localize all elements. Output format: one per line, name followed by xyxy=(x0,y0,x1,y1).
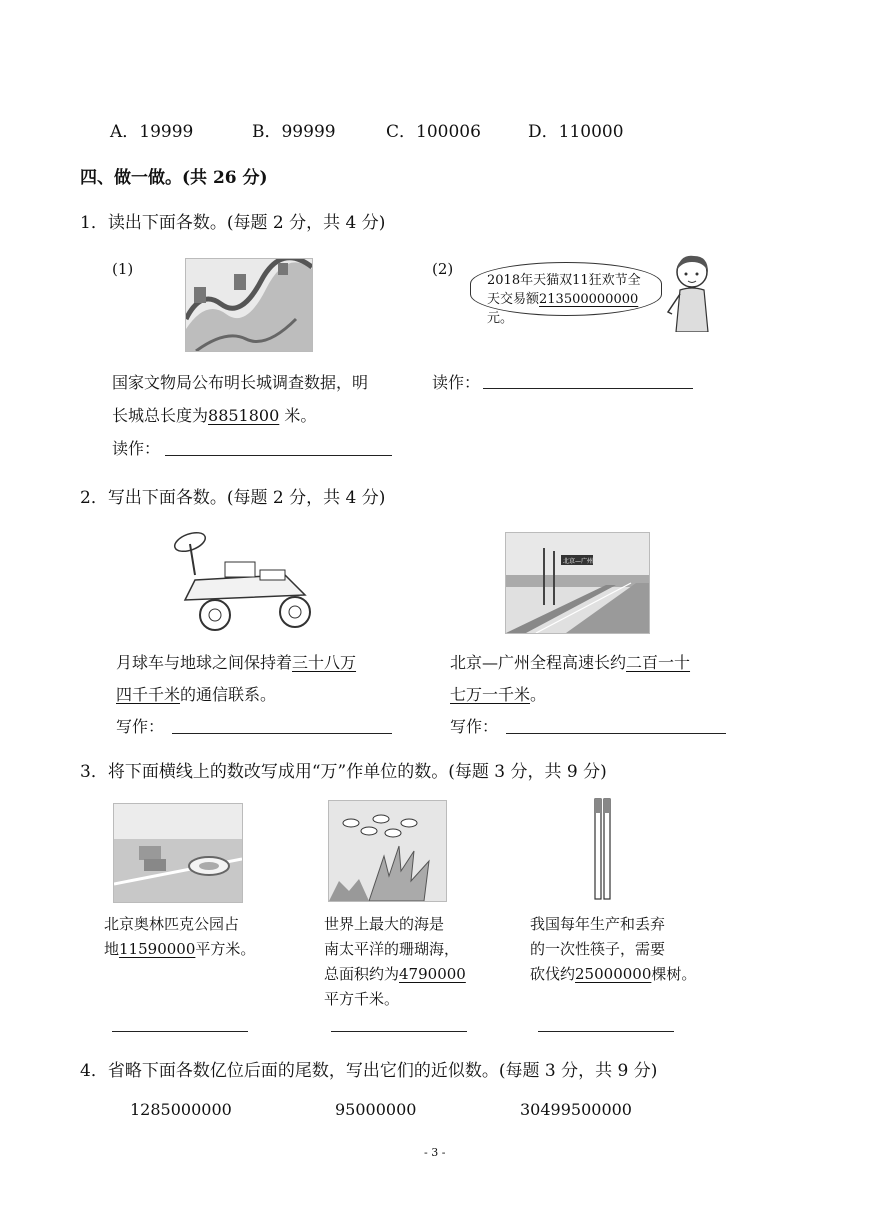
bubble-line-2 xyxy=(487,290,645,328)
q3-part3-line3 xyxy=(530,963,696,984)
q4-number-3: 30499500000 xyxy=(520,1100,632,1119)
q3-part2-line3 xyxy=(324,963,466,984)
q3-part2-answer-blank[interactable] xyxy=(331,1031,467,1032)
q1-part2-answer-blank[interactable] xyxy=(483,388,693,389)
q2-part1-answer-blank[interactable] xyxy=(172,733,392,734)
q2-part1-number-a: 三十八万 xyxy=(292,653,357,672)
coral-sea-image xyxy=(328,800,447,902)
q3-part2-number: 4790000 xyxy=(399,965,466,983)
question-4-title: 4．省略下面各数亿位后面的尾数，写出它们的近似数。(每题 3 分，共 9 分) xyxy=(80,1061,658,1081)
q2-part1-line1 xyxy=(116,650,356,673)
girl-figure xyxy=(660,250,720,332)
q3-part2-line1: 世界上最大的海是 xyxy=(324,915,445,933)
q2-part1-tail: 的通信联系。 xyxy=(180,685,277,704)
q2-part1-line2 xyxy=(116,682,276,705)
highway-illustration xyxy=(506,533,649,633)
lunar-rover-image xyxy=(165,530,325,635)
highway-sign-text: 北京—广州 xyxy=(563,558,594,565)
q3-part3-line2: 的一次性筷子，需要 xyxy=(530,940,666,958)
q2-part2-number-a: 二百一十 xyxy=(626,653,691,672)
olympic-park-illustration xyxy=(114,804,242,902)
q2-part2-line2 xyxy=(450,682,546,705)
q3-part3-line1: 我国每年生产和丢弃 xyxy=(530,915,666,933)
option-d: D．110000 xyxy=(528,122,624,142)
option-a: A．19999 xyxy=(110,122,194,142)
q2-part2-write-label: 写作： xyxy=(450,717,499,736)
q3-part1-line1: 北京奥林匹克公园占 xyxy=(104,915,240,933)
q2-part2-number-b: 七万一千米 xyxy=(450,685,531,704)
great-wall-illustration xyxy=(186,259,312,351)
olympic-park-image xyxy=(113,803,243,903)
q3-part3-number: 25000000 xyxy=(575,965,652,983)
q1-part1-answer-blank[interactable] xyxy=(165,455,392,456)
q2-part2-tail: 。 xyxy=(530,685,547,704)
q1-part1-unit: 米。 xyxy=(279,406,317,425)
q3-part2-text: 总面积约为 xyxy=(324,965,400,983)
q1-part1-line2 xyxy=(112,403,316,426)
option-c: C．100006 xyxy=(386,122,481,142)
question-1-title: 1．读出下面各数。(每题 2 分，共 4 分) xyxy=(80,213,386,233)
bubble-unit: 元。 xyxy=(487,311,514,326)
q1-part1-number: 8851800 xyxy=(208,406,280,425)
q1-part2-read-label: 读作： xyxy=(432,373,481,392)
q1-part2-label: (2) xyxy=(432,260,454,278)
q3-part1-line2 xyxy=(104,938,255,959)
q2-part1-write-label: 写作： xyxy=(116,717,165,736)
q1-part1-label: (1) xyxy=(112,260,134,278)
q3-part1-answer-blank[interactable] xyxy=(112,1031,248,1032)
q3-part3-answer-blank[interactable] xyxy=(538,1031,674,1032)
question-2-title: 2．写出下面各数。(每题 2 分，共 4 分) xyxy=(80,488,386,508)
highway-image xyxy=(505,532,650,634)
q2-part2-line1 xyxy=(450,650,690,673)
q3-part3-unit: 棵树。 xyxy=(651,965,697,983)
bubble-line-1: 2018年天猫双11狂欢节全 xyxy=(487,273,641,288)
bubble-text: 天交易额 xyxy=(487,292,540,307)
q2-part2-answer-blank[interactable] xyxy=(506,733,726,734)
q3-part2-line2: 南太平洋的珊瑚海， xyxy=(324,940,460,958)
q1-part1-line1: 国家文物局公布明长城调查数据，明 xyxy=(112,373,369,392)
bubble-number: 213500000000 xyxy=(539,292,639,307)
q4-number-2: 95000000 xyxy=(335,1100,417,1119)
q1-part1-text: 长城总长度为 xyxy=(112,406,209,425)
q2-part1-text: 月球车与地球之间保持着 xyxy=(116,653,293,672)
question-3-title: 3．将下面横线上的数改写成用“万”作单位的数。(每题 3 分，共 9 分) xyxy=(80,762,607,782)
q3-part1-number: 11590000 xyxy=(119,940,196,958)
q3-part1-unit: 平方米。 xyxy=(195,940,256,958)
chopsticks-illustration xyxy=(593,797,613,901)
q3-part3-text: 砍伐约 xyxy=(530,965,576,983)
lunar-rover-illustration xyxy=(165,530,325,635)
speech-bubble xyxy=(470,262,662,326)
q3-part2-line4: 平方千米。 xyxy=(324,990,400,1008)
q4-number-1: 1285000000 xyxy=(130,1100,232,1119)
section-heading: 四、做一做。(共 26 分) xyxy=(80,168,268,188)
great-wall-image xyxy=(185,258,313,352)
q3-part1-text: 地 xyxy=(104,940,120,958)
girl-illustration xyxy=(660,250,720,332)
q1-part1-read-label: 读作： xyxy=(112,439,161,458)
q2-part1-number-b: 四千千米 xyxy=(116,685,181,704)
q2-part2-text: 北京—广州全程高速长约 xyxy=(450,653,627,672)
coral-sea-illustration xyxy=(329,801,446,901)
option-b: B．99999 xyxy=(252,122,336,142)
chopsticks-image xyxy=(593,797,613,901)
page-number: - 3 - xyxy=(424,1146,446,1159)
